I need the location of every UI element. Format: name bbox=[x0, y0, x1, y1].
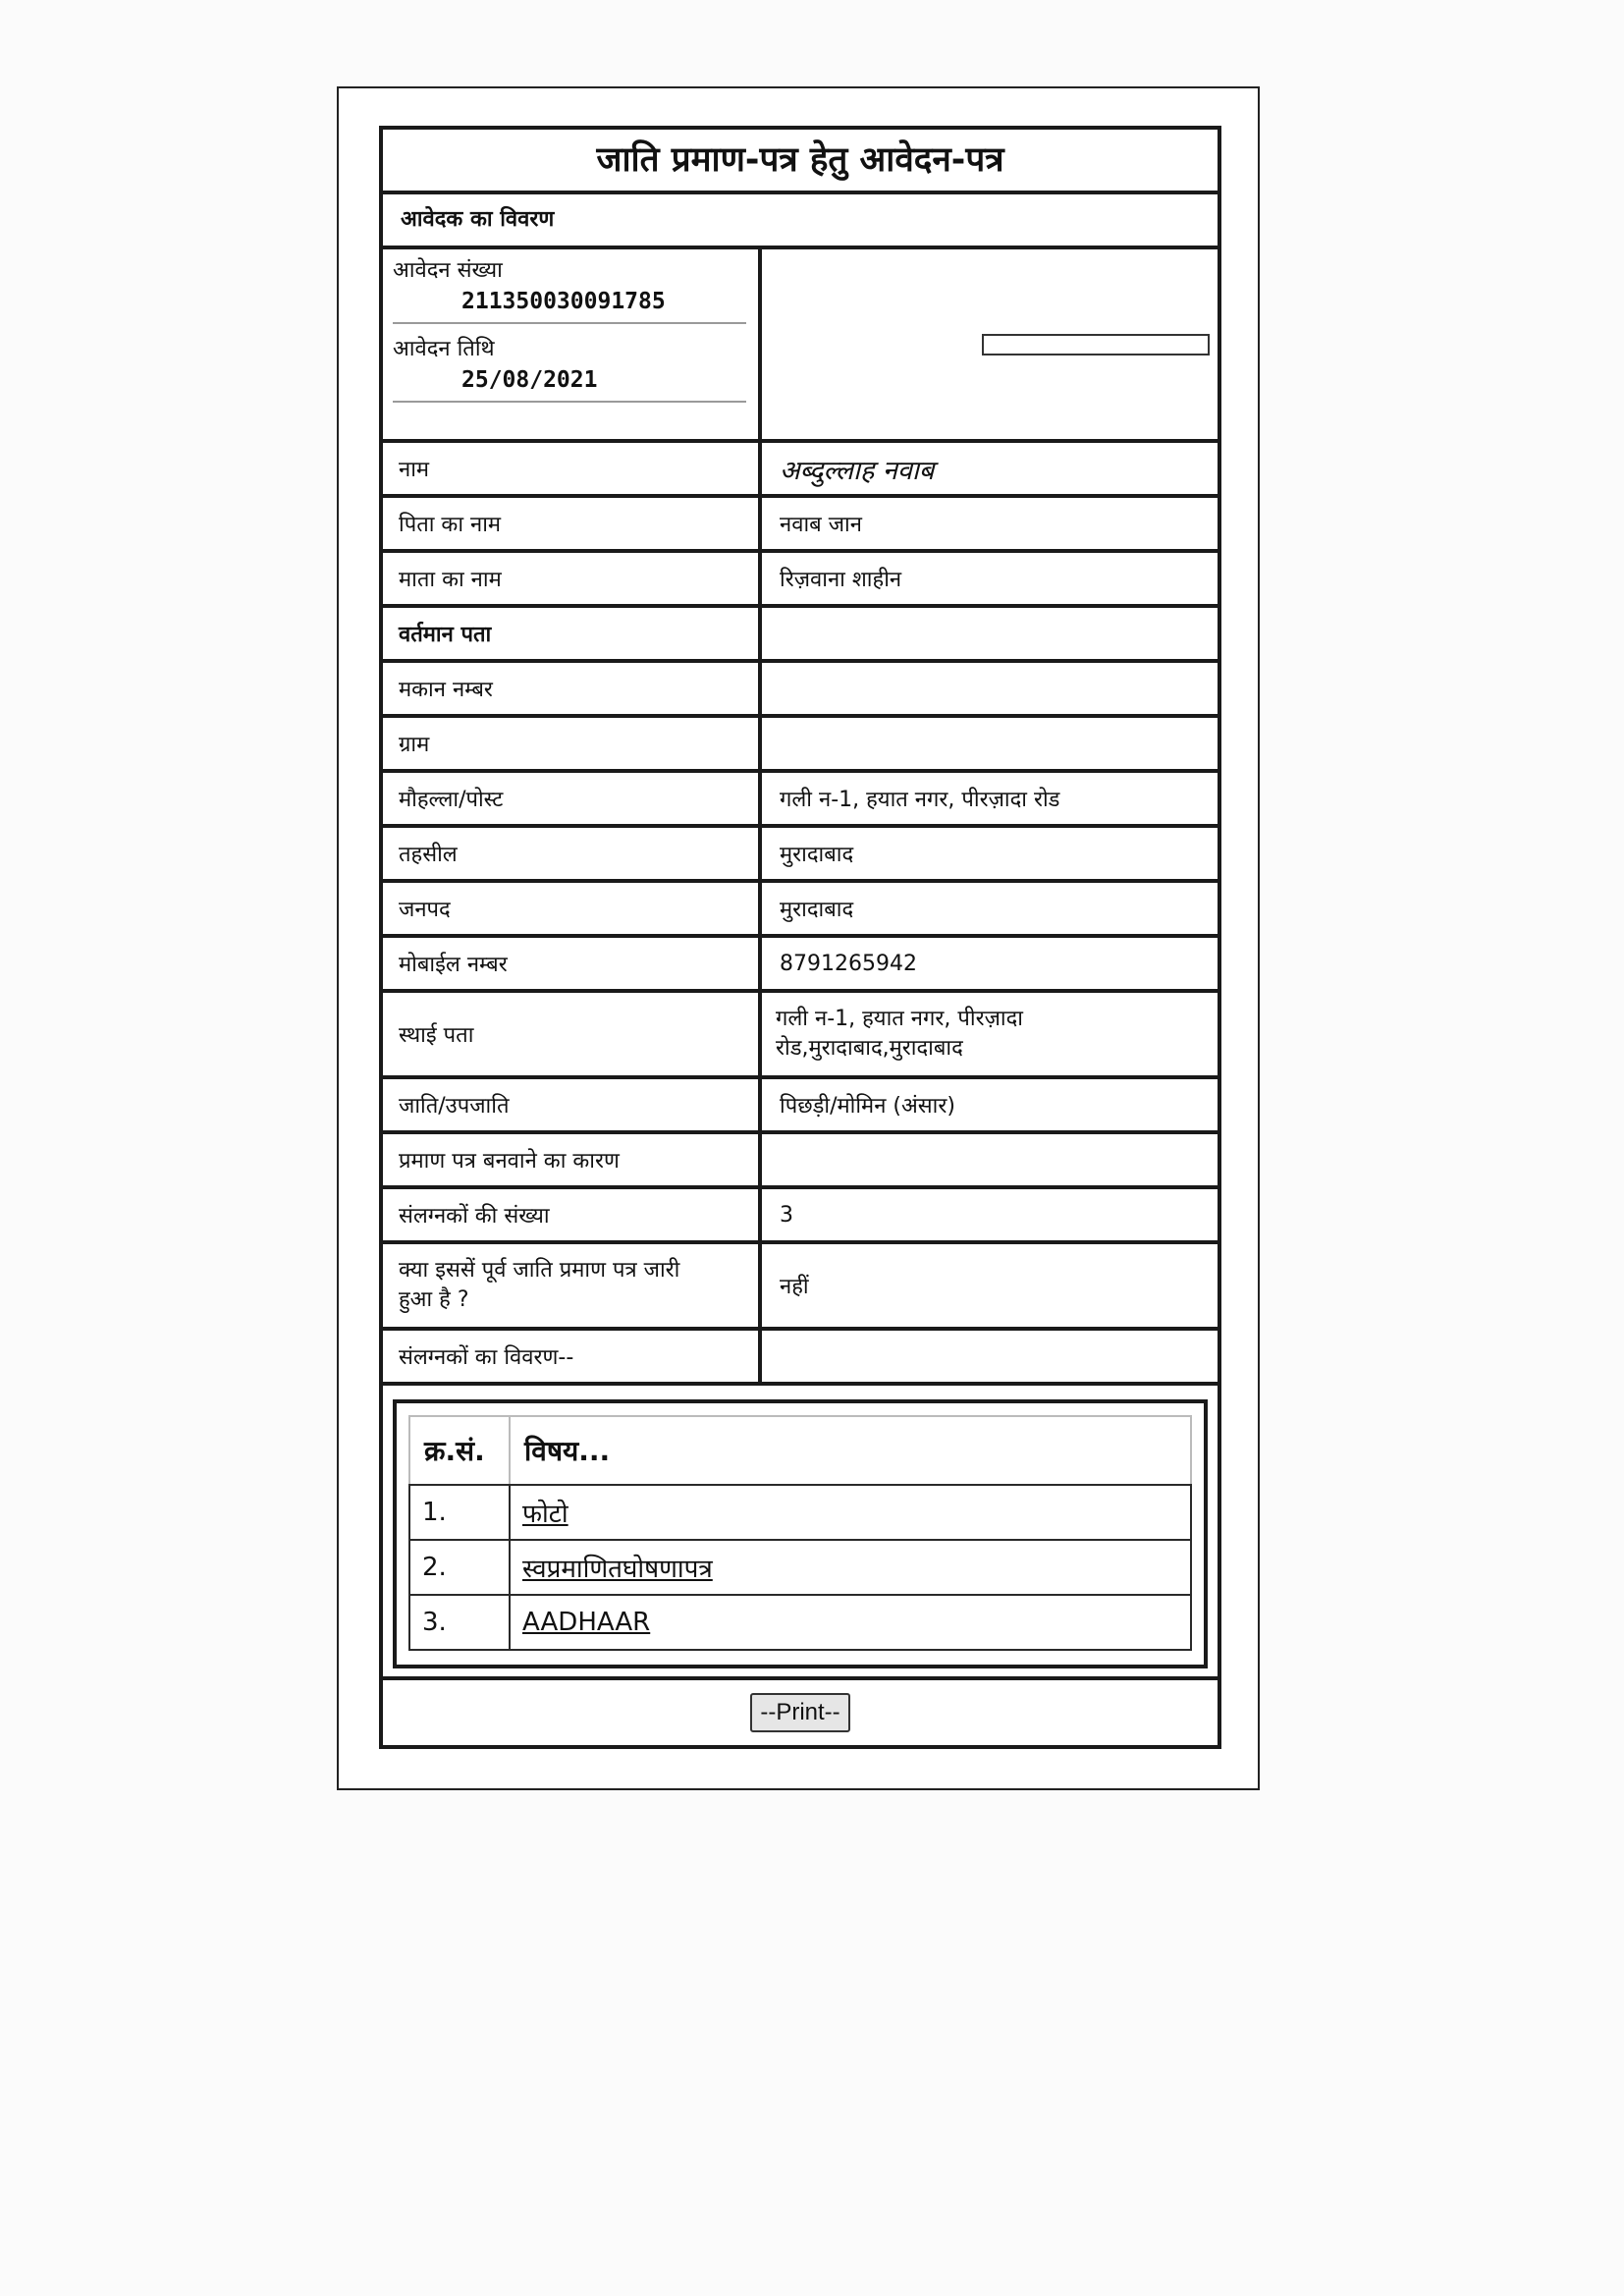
field-value: 8791265942 bbox=[780, 951, 917, 976]
attachment-subject-cell bbox=[510, 1485, 1191, 1540]
application-meta-left bbox=[383, 249, 762, 439]
field-row-father-name bbox=[379, 498, 1221, 553]
field-label bbox=[383, 1244, 762, 1327]
attachment-link[interactable]: फोटो bbox=[522, 1500, 568, 1529]
field-value bbox=[762, 608, 1218, 659]
field-label: स्थाई पता bbox=[383, 993, 762, 1075]
table-row bbox=[409, 1540, 1191, 1595]
attachment-link[interactable]: स्वप्रमाणितघोषणापत्र bbox=[522, 1555, 713, 1584]
attachment-subject-cell bbox=[510, 1595, 1191, 1650]
field-row-village bbox=[379, 718, 1221, 773]
field-value: पिछड़ी/मोमिन (अंसार) bbox=[780, 1094, 955, 1119]
print-button[interactable]: --Print-- bbox=[750, 1693, 849, 1732]
field-value bbox=[762, 718, 1218, 769]
form-title: जाति प्रमाण-पत्र हेतु आवेदन-पत्र bbox=[379, 126, 1221, 194]
field-value: मुरादाबाद bbox=[780, 843, 854, 867]
field-row-caste bbox=[379, 1079, 1221, 1134]
field-value: अब्दुल्लाह नवाब bbox=[780, 455, 935, 486]
table-row bbox=[409, 1485, 1191, 1540]
field-label: संलग्नकों का विवरण-- bbox=[383, 1331, 762, 1382]
field-row-attachment-details bbox=[379, 1331, 1221, 1386]
caste-certificate-form bbox=[379, 126, 1221, 1749]
field-value: मुरादाबाद bbox=[780, 898, 854, 922]
attachment-serial: 2. bbox=[409, 1540, 510, 1595]
field-row-mobile bbox=[379, 938, 1221, 993]
field-label: वर्तमान पता bbox=[383, 608, 762, 659]
attachment-link[interactable]: AADHAAR bbox=[522, 1608, 651, 1637]
field-row-attachment-count bbox=[379, 1189, 1221, 1244]
field-value: नवाब जान bbox=[780, 513, 862, 537]
field-row-current-address bbox=[379, 608, 1221, 663]
field-value bbox=[762, 993, 1218, 1075]
field-row-district bbox=[379, 883, 1221, 938]
field-value: 3 bbox=[780, 1202, 793, 1228]
field-label: पिता का नाम bbox=[383, 498, 762, 549]
column-header-serial: क्र.सं. bbox=[409, 1416, 510, 1485]
table-row bbox=[409, 1595, 1191, 1650]
field-value bbox=[762, 1331, 1218, 1382]
column-header-subject: विषय... bbox=[510, 1416, 1191, 1485]
field-label: मकान नम्बर bbox=[383, 663, 762, 714]
field-label: नाम bbox=[383, 443, 762, 494]
field-label: माता का नाम bbox=[383, 553, 762, 604]
field-value: गली न-1, हयात नगर, पीरज़ादा रोड bbox=[780, 788, 1060, 812]
field-label: जनपद bbox=[383, 883, 762, 934]
attachment-serial: 1. bbox=[409, 1485, 510, 1540]
attachments-frame bbox=[393, 1399, 1208, 1668]
field-row-permanent-address bbox=[379, 993, 1221, 1079]
section-title: आवेदक का विवरण bbox=[379, 194, 1221, 249]
application-date-value: 25/08/2021 bbox=[461, 367, 598, 393]
application-meta bbox=[379, 249, 1221, 443]
field-row-tehsil bbox=[379, 828, 1221, 883]
application-number-value: 211350030091785 bbox=[461, 289, 666, 314]
field-label: मौहल्ला/पोस्ट bbox=[383, 773, 762, 824]
field-label: प्रमाण पत्र बनवाने का कारण bbox=[383, 1134, 762, 1185]
print-row bbox=[379, 1680, 1221, 1749]
application-number bbox=[393, 255, 746, 324]
photo-area bbox=[762, 249, 1218, 439]
attachment-subject-cell bbox=[510, 1540, 1191, 1595]
permanent-address-line-2: रोड,मुरादाबाद,मुरादाबाद bbox=[776, 1036, 963, 1061]
field-value bbox=[762, 663, 1218, 714]
field-value: नहीं bbox=[780, 1275, 809, 1299]
attachment-serial: 3. bbox=[409, 1595, 510, 1650]
previous-certificate-label-line-2: हुआ है ? bbox=[399, 1287, 469, 1312]
field-row-reason bbox=[379, 1134, 1221, 1189]
attachments-table bbox=[408, 1415, 1192, 1651]
application-number-label: आवेदन संख्या bbox=[393, 258, 503, 283]
application-date bbox=[393, 334, 746, 403]
field-label: तहसील bbox=[383, 828, 762, 879]
application-date-label: आवेदन तिथि bbox=[393, 337, 495, 361]
field-label: मोबाईल नम्बर bbox=[383, 938, 762, 989]
attachments-section bbox=[379, 1386, 1221, 1680]
field-label: संलग्नकों की संख्या bbox=[383, 1189, 762, 1240]
table-header-row bbox=[409, 1416, 1191, 1485]
field-row-name bbox=[379, 443, 1221, 498]
field-row-locality bbox=[379, 773, 1221, 828]
field-row-mother-name bbox=[379, 553, 1221, 608]
permanent-address-line-1: गली न-1, हयात नगर, पीरज़ादा bbox=[776, 1007, 1023, 1031]
field-row-previous-certificate bbox=[379, 1244, 1221, 1331]
field-label: जाति/उपजाति bbox=[383, 1079, 762, 1130]
field-value: रिज़वाना शाहीन bbox=[780, 568, 902, 592]
field-row-house-number bbox=[379, 663, 1221, 718]
empty-field-box bbox=[982, 334, 1210, 355]
previous-certificate-label-line-1: क्या इससें पूर्व जाति प्रमाण पत्र जारी bbox=[399, 1258, 680, 1283]
field-value bbox=[762, 1134, 1218, 1185]
field-label: ग्राम bbox=[383, 718, 762, 769]
